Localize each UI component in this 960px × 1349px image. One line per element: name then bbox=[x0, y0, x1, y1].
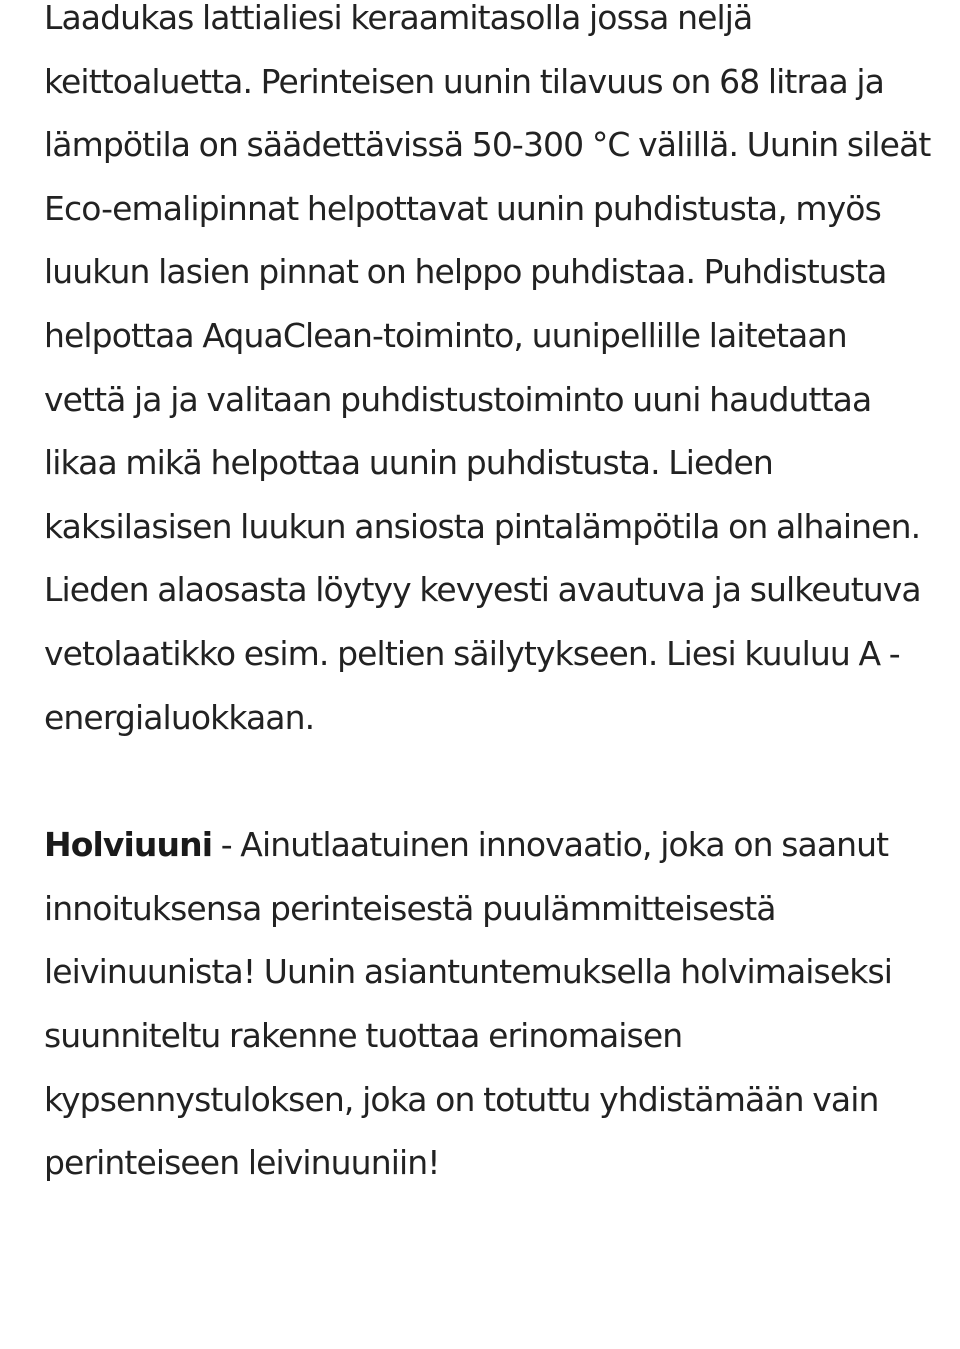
description-paragraph: Laadukas lattialiesi keraamitasolla jossa neljä keittoaluetta. Perinteisen uunin tilavuus on 68 litraa ja lämpötila on säädettävissä 50-300 °C välillä. Uunin sileät Eco-emalipinnat helpottavat uunin puhdistusta, myös luukun lasien pinnat on helppo puhdistaa. Puhdistusta helpottaa AquaClean-toiminto, uunipellille laitetaan vettä ja ja valitaan puhdistustoiminto uuni hauduttaa likaa mikä helpottaa uunin puhdistusta. Lieden kaksilasisen luukun ansiosta pintalämpötila on alhainen. Lieden alaosasta löytyy kevyesti avautuva ja sulkeutuva vetolaatikko esim. peltien säilytykseen. Liesi kuuluu A -energialuokkaan. bbox=[44, 0, 931, 737]
feature-text: - Ainutlaatuinen innovaatio, joka on saanut innoituksensa perinteisestä puulämmitteisestä leivinuunista! Uunin asiantuntemuksella holvimaiseksi suunniteltu rakenne tuottaa erinomaisen kypsennystuloksen, joka on totuttu yhdistämään vain perinteiseen leivinuuniin! bbox=[44, 825, 893, 1183]
feature-title: Holviuuni bbox=[44, 825, 213, 865]
feature-paragraph bbox=[44, 813, 934, 1195]
product-description bbox=[44, 0, 934, 1195]
